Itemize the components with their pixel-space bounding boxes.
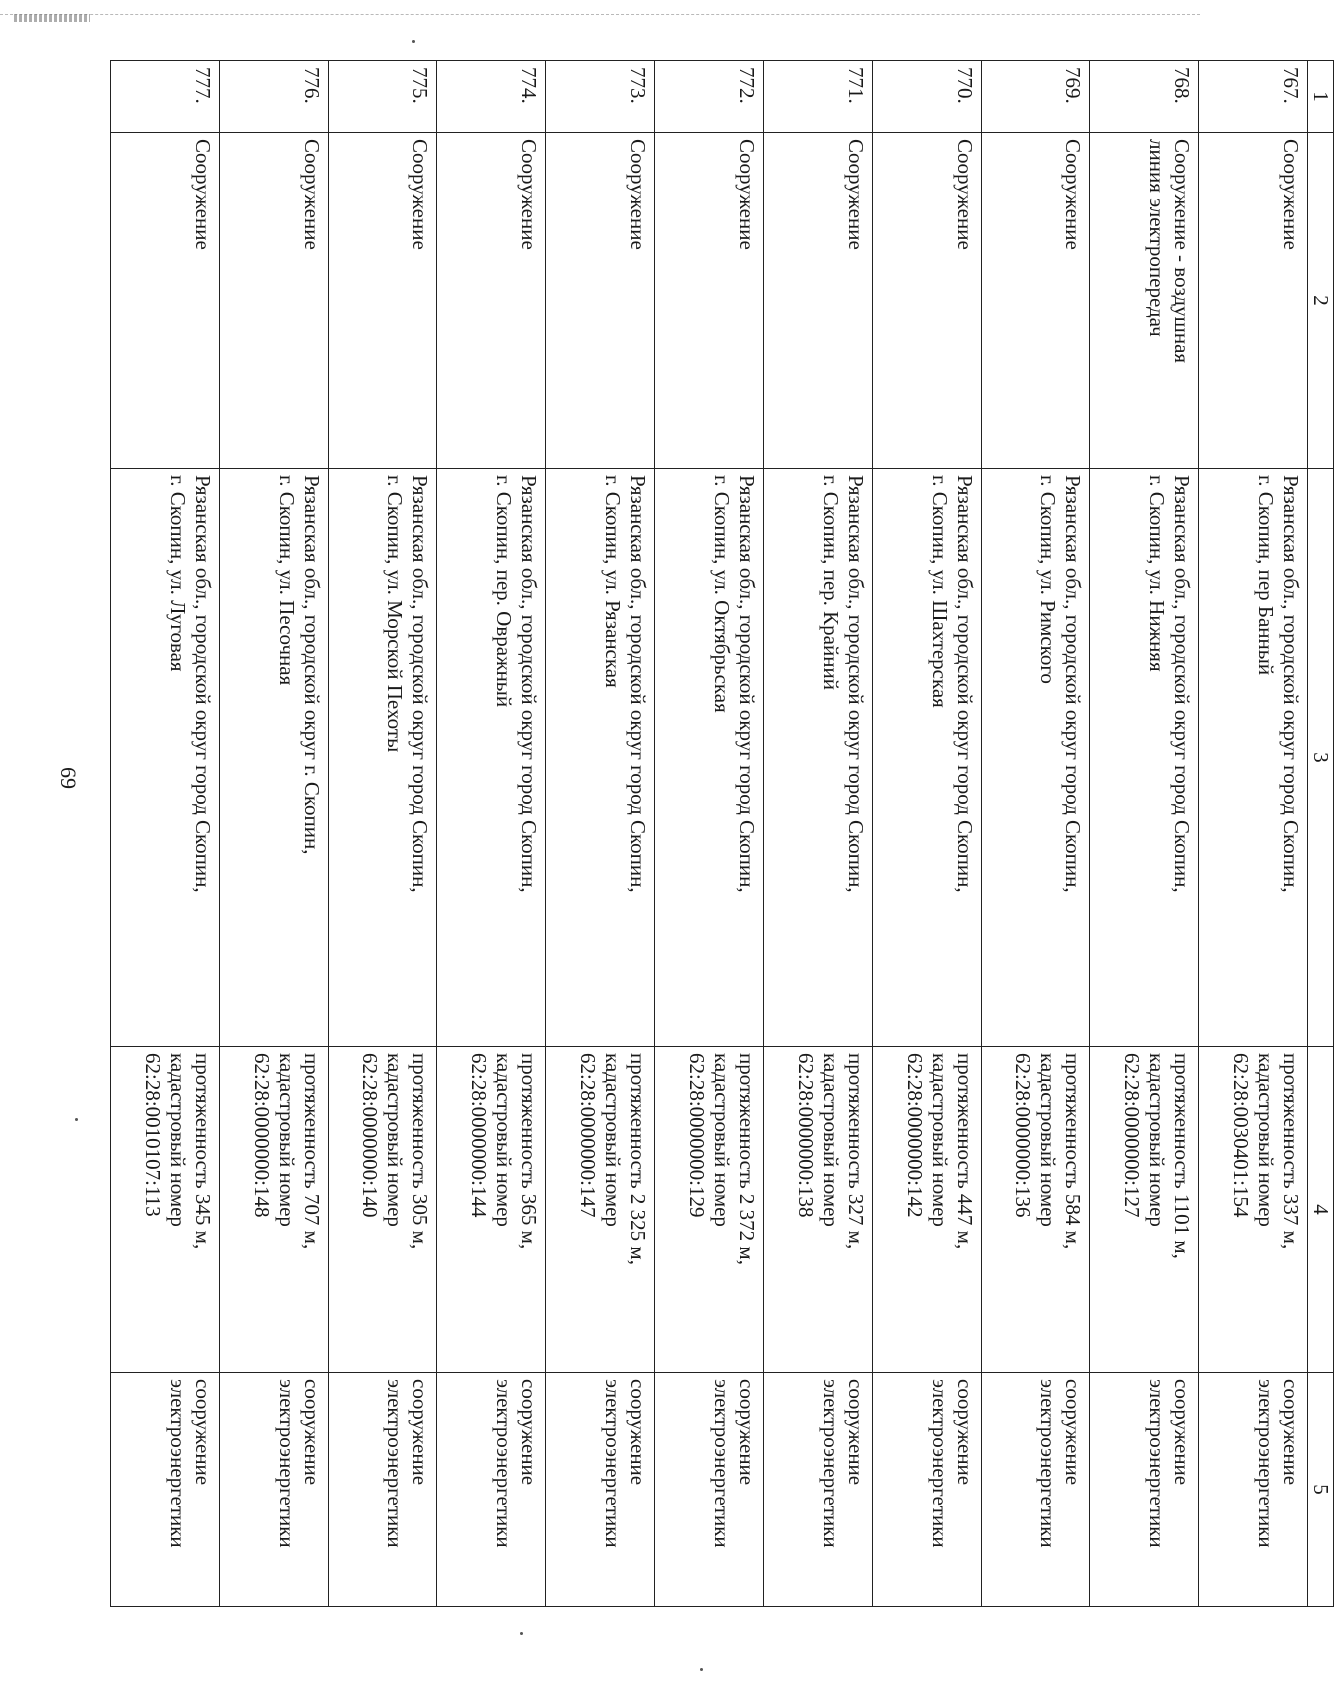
object-category-line: сооружение bbox=[517, 1379, 542, 1486]
object-address-line: Рязанская обл., городской округ город Скопин, bbox=[626, 475, 651, 893]
object-category-line: сооружение bbox=[626, 1379, 651, 1486]
table-row bbox=[437, 61, 546, 1607]
object-name-line: Сооружение bbox=[1279, 139, 1303, 250]
table-row bbox=[1199, 61, 1308, 1607]
object-category bbox=[546, 1373, 655, 1607]
object-category-line: электроэнергетики bbox=[601, 1379, 626, 1548]
object-address bbox=[219, 469, 328, 1047]
object-name bbox=[1199, 133, 1308, 469]
row-number bbox=[1090, 61, 1199, 133]
row-number bbox=[437, 61, 546, 133]
object-characteristics-line: протяженность 327 м, bbox=[843, 1053, 868, 1250]
object-characteristics-line: 62:28:0000000:127 bbox=[1120, 1053, 1145, 1218]
object-characteristics bbox=[872, 1047, 981, 1373]
object-characteristics bbox=[111, 1047, 220, 1373]
object-name bbox=[328, 133, 437, 469]
scan-speck bbox=[700, 1668, 703, 1671]
object-name-line: Сооружение bbox=[626, 139, 651, 250]
object-characteristics-line: 62:28:0000000:136 bbox=[1011, 1053, 1036, 1218]
object-category-line: сооружение bbox=[1061, 1379, 1086, 1486]
object-characteristics-line: кадастровый номер bbox=[274, 1053, 299, 1227]
row-number bbox=[111, 61, 220, 133]
object-category bbox=[437, 1373, 546, 1607]
object-characteristics-line: кадастровый номер bbox=[818, 1053, 843, 1227]
object-address bbox=[872, 469, 981, 1047]
object-category-line: сооружение bbox=[843, 1379, 868, 1486]
object-category bbox=[111, 1373, 220, 1607]
object-category-line: электроэнергетики bbox=[274, 1379, 299, 1548]
object-address-line: г. Скопин, ул. Октябрьская bbox=[709, 475, 734, 713]
object-category-line: электроэнергетики bbox=[1036, 1379, 1061, 1548]
object-category bbox=[219, 1373, 328, 1607]
object-characteristics-line: кадастровый номер bbox=[601, 1053, 626, 1227]
row-number-line: 767. bbox=[1279, 67, 1303, 104]
object-name-line: Сооружение bbox=[843, 139, 868, 250]
object-category-line: сооружение bbox=[734, 1379, 759, 1486]
object-category-line: электроэнергетики bbox=[818, 1379, 843, 1548]
object-address-line: г. Скопин, ул. Рязанская bbox=[601, 475, 626, 688]
row-number-line: 774. bbox=[517, 67, 542, 104]
object-name-line: Сооружение bbox=[299, 139, 324, 250]
object-characteristics-line: протяженность 337 м, bbox=[1279, 1053, 1303, 1250]
row-number-line: 775. bbox=[408, 67, 433, 104]
object-category bbox=[328, 1373, 437, 1607]
row-number bbox=[546, 61, 655, 133]
object-address bbox=[437, 469, 546, 1047]
object-address-line: г. Скопин, пер. Овражный bbox=[492, 475, 517, 708]
object-name bbox=[219, 133, 328, 469]
object-characteristics-line: протяженность 447 м, bbox=[952, 1053, 977, 1250]
object-name-line: Сооружение - воздушная bbox=[1170, 139, 1195, 364]
object-characteristics-line: кадастровый номер bbox=[165, 1053, 190, 1227]
table-row bbox=[1090, 61, 1199, 1607]
object-characteristics-line: 62:28:0000000:142 bbox=[902, 1053, 927, 1218]
object-characteristics bbox=[437, 1047, 546, 1373]
object-category-line: электроэнергетики bbox=[383, 1379, 408, 1548]
object-name bbox=[111, 133, 220, 469]
object-name bbox=[981, 133, 1090, 469]
object-characteristics-line: 62:28:0010107:113 bbox=[140, 1053, 165, 1217]
scan-speck bbox=[520, 1632, 523, 1635]
registry-table bbox=[110, 60, 1334, 1607]
table-row bbox=[219, 61, 328, 1607]
object-characteristics-line: 62:28:0000000:144 bbox=[467, 1053, 492, 1218]
object-address-line: Рязанская обл., городской округ город Скопин, bbox=[952, 475, 977, 893]
table-row bbox=[655, 61, 764, 1607]
row-number bbox=[763, 61, 872, 133]
object-characteristics bbox=[981, 1047, 1090, 1373]
object-category-line: электроэнергетики bbox=[927, 1379, 952, 1548]
registry-table-wrapper bbox=[110, 60, 1334, 1548]
object-characteristics-line: кадастровый номер bbox=[927, 1053, 952, 1227]
object-name bbox=[872, 133, 981, 469]
object-address bbox=[328, 469, 437, 1047]
page-number: 69 bbox=[56, 767, 81, 789]
object-address-line: Рязанская обл., городской округ город Скопин, bbox=[190, 475, 215, 893]
object-address-line: г. Скопин, ул. Морской Пехоты bbox=[383, 475, 408, 753]
object-characteristics-line: протяженность 2 325 м, bbox=[626, 1053, 651, 1265]
table-header-row bbox=[1308, 61, 1334, 1607]
row-number bbox=[219, 61, 328, 133]
object-characteristics-line: 62:28:0030401:154 bbox=[1229, 1053, 1253, 1218]
row-number bbox=[328, 61, 437, 133]
object-characteristics-line: кадастровый номер bbox=[1254, 1053, 1278, 1227]
object-name bbox=[546, 133, 655, 469]
table-row bbox=[763, 61, 872, 1607]
object-characteristics-line: протяженность 365 м, bbox=[517, 1053, 542, 1250]
object-address bbox=[546, 469, 655, 1047]
object-category bbox=[1199, 1373, 1308, 1607]
object-name-line: Сооружение bbox=[408, 139, 433, 250]
object-category-line: сооружение bbox=[1279, 1379, 1303, 1486]
scan-top-edge bbox=[0, 14, 1200, 15]
object-characteristics-line: 62:28:0000000:148 bbox=[249, 1053, 274, 1218]
object-address bbox=[1199, 469, 1308, 1047]
object-characteristics-line: 62:28:0000000:140 bbox=[358, 1053, 383, 1218]
object-category-line: сооружение bbox=[1170, 1379, 1195, 1486]
object-characteristics-line: 62:28:0000000:138 bbox=[793, 1053, 818, 1218]
column-header-2: 2 bbox=[1308, 133, 1334, 469]
object-category bbox=[763, 1373, 872, 1607]
column-header-1: 1 bbox=[1308, 61, 1334, 133]
scan-artifact bbox=[14, 14, 90, 22]
registry-table-rotated bbox=[110, 60, 1334, 1606]
object-address-line: Рязанская обл., городской округ город Скопин, bbox=[1170, 475, 1195, 893]
object-address-line: Рязанская обл., городской округ город Скопин, bbox=[1061, 475, 1086, 893]
object-address-line: Рязанская обл., городской округ город Скопин, bbox=[734, 475, 759, 893]
object-characteristics-line: протяженность 2 372 м, bbox=[734, 1053, 759, 1265]
object-category-line: сооружение bbox=[952, 1379, 977, 1486]
row-number-line: 770. bbox=[952, 67, 977, 104]
row-number-line: 773. bbox=[626, 67, 651, 104]
row-number bbox=[655, 61, 764, 133]
row-number-line: 772. bbox=[734, 67, 759, 104]
row-number-line: 768. bbox=[1170, 67, 1195, 104]
object-address-line: г. Скопин, пер. Крайний bbox=[818, 475, 843, 690]
column-header-5: 5 bbox=[1308, 1373, 1334, 1607]
object-address bbox=[1090, 469, 1199, 1047]
object-name-line: Сооружение bbox=[190, 139, 215, 250]
object-characteristics-line: кадастровый номер bbox=[492, 1053, 517, 1227]
row-number bbox=[981, 61, 1090, 133]
object-characteristics-line: 62:28:0000000:147 bbox=[576, 1053, 601, 1218]
object-address-line: Рязанская обл., городской округ город Скопин, bbox=[517, 475, 542, 893]
table-body bbox=[111, 61, 1308, 1607]
object-category-line: электроэнергетики bbox=[165, 1379, 190, 1548]
object-characteristics-line: кадастровый номер bbox=[1036, 1053, 1061, 1227]
object-characteristics-line: протяженность 584 м, bbox=[1061, 1053, 1086, 1250]
row-number-line: 777. bbox=[190, 67, 215, 104]
row-number-line: 771. bbox=[843, 67, 868, 104]
object-address-line: Рязанская обл., городской округ г. Скопин, bbox=[299, 475, 324, 855]
table-row bbox=[328, 61, 437, 1607]
object-address-line: г. Скопин, ул. Римского bbox=[1036, 475, 1061, 684]
object-address bbox=[655, 469, 764, 1047]
object-address-line: г. Скопин, ул. Луговая bbox=[165, 475, 190, 672]
object-address bbox=[981, 469, 1090, 1047]
object-name-line: линия электропередач bbox=[1145, 139, 1170, 337]
object-characteristics bbox=[328, 1047, 437, 1373]
object-category bbox=[1090, 1373, 1199, 1607]
object-characteristics-line: кадастровый номер bbox=[383, 1053, 408, 1227]
object-name-line: Сооружение bbox=[1061, 139, 1086, 250]
object-address bbox=[763, 469, 872, 1047]
table-row bbox=[111, 61, 220, 1607]
object-address-line: Рязанская обл., городской округ город Скопин, bbox=[408, 475, 433, 893]
object-characteristics bbox=[546, 1047, 655, 1373]
object-characteristics-line: протяженность 1101 м, bbox=[1170, 1053, 1195, 1259]
object-name-line: Сооружение bbox=[952, 139, 977, 250]
object-characteristics-line: протяженность 345 м, bbox=[190, 1053, 215, 1250]
object-address-line: Рязанская обл., городской округ город Скопин, bbox=[1279, 475, 1303, 893]
object-name-line: Сооружение bbox=[517, 139, 542, 250]
object-category-line: сооружение bbox=[190, 1379, 215, 1486]
row-number bbox=[1199, 61, 1308, 133]
table-row bbox=[546, 61, 655, 1607]
object-characteristics bbox=[763, 1047, 872, 1373]
object-category-line: сооружение bbox=[299, 1379, 324, 1486]
object-address-line: г. Скопин, пер Банный bbox=[1254, 475, 1278, 676]
object-category-line: электроэнергетики bbox=[1145, 1379, 1170, 1548]
object-characteristics bbox=[1199, 1047, 1308, 1373]
column-header-4: 4 bbox=[1308, 1047, 1334, 1373]
object-characteristics-line: протяженность 305 м, bbox=[408, 1053, 433, 1250]
row-number-line: 776. bbox=[299, 67, 324, 104]
object-address-line: г. Скопин, ул. Шахтерская bbox=[927, 475, 952, 708]
object-name bbox=[1090, 133, 1199, 469]
object-category-line: электроэнергетики bbox=[1254, 1379, 1278, 1548]
object-characteristics-line: 62:28:0000000:129 bbox=[684, 1053, 709, 1218]
scan-speck bbox=[412, 40, 415, 43]
object-address-line: г. Скопин, ул. Песочная bbox=[274, 475, 299, 686]
object-characteristics bbox=[655, 1047, 764, 1373]
object-category-line: сооружение bbox=[408, 1379, 433, 1486]
object-address bbox=[111, 469, 220, 1047]
object-characteristics-line: кадастровый номер bbox=[1145, 1053, 1170, 1227]
object-name-line: Сооружение bbox=[734, 139, 759, 250]
table-row bbox=[872, 61, 981, 1607]
object-category bbox=[981, 1373, 1090, 1607]
table-row bbox=[981, 61, 1090, 1607]
object-name bbox=[655, 133, 764, 469]
object-address-line: Рязанская обл., городской округ город Скопин, bbox=[843, 475, 868, 893]
object-category bbox=[872, 1373, 981, 1607]
object-address-line: г. Скопин, ул. Нижняя bbox=[1145, 475, 1170, 672]
object-category-line: электроэнергетики bbox=[492, 1379, 517, 1548]
object-name bbox=[437, 133, 546, 469]
object-characteristics-line: кадастровый номер bbox=[709, 1053, 734, 1227]
object-characteristics-line: протяженность 707 м, bbox=[299, 1053, 324, 1250]
scan-speck bbox=[75, 1118, 78, 1121]
object-category bbox=[655, 1373, 764, 1607]
object-category-line: электроэнергетики bbox=[709, 1379, 734, 1548]
object-characteristics bbox=[1090, 1047, 1199, 1373]
object-name bbox=[763, 133, 872, 469]
object-characteristics bbox=[219, 1047, 328, 1373]
row-number-line: 769. bbox=[1061, 67, 1086, 104]
column-header-3: 3 bbox=[1308, 469, 1334, 1047]
row-number bbox=[872, 61, 981, 133]
